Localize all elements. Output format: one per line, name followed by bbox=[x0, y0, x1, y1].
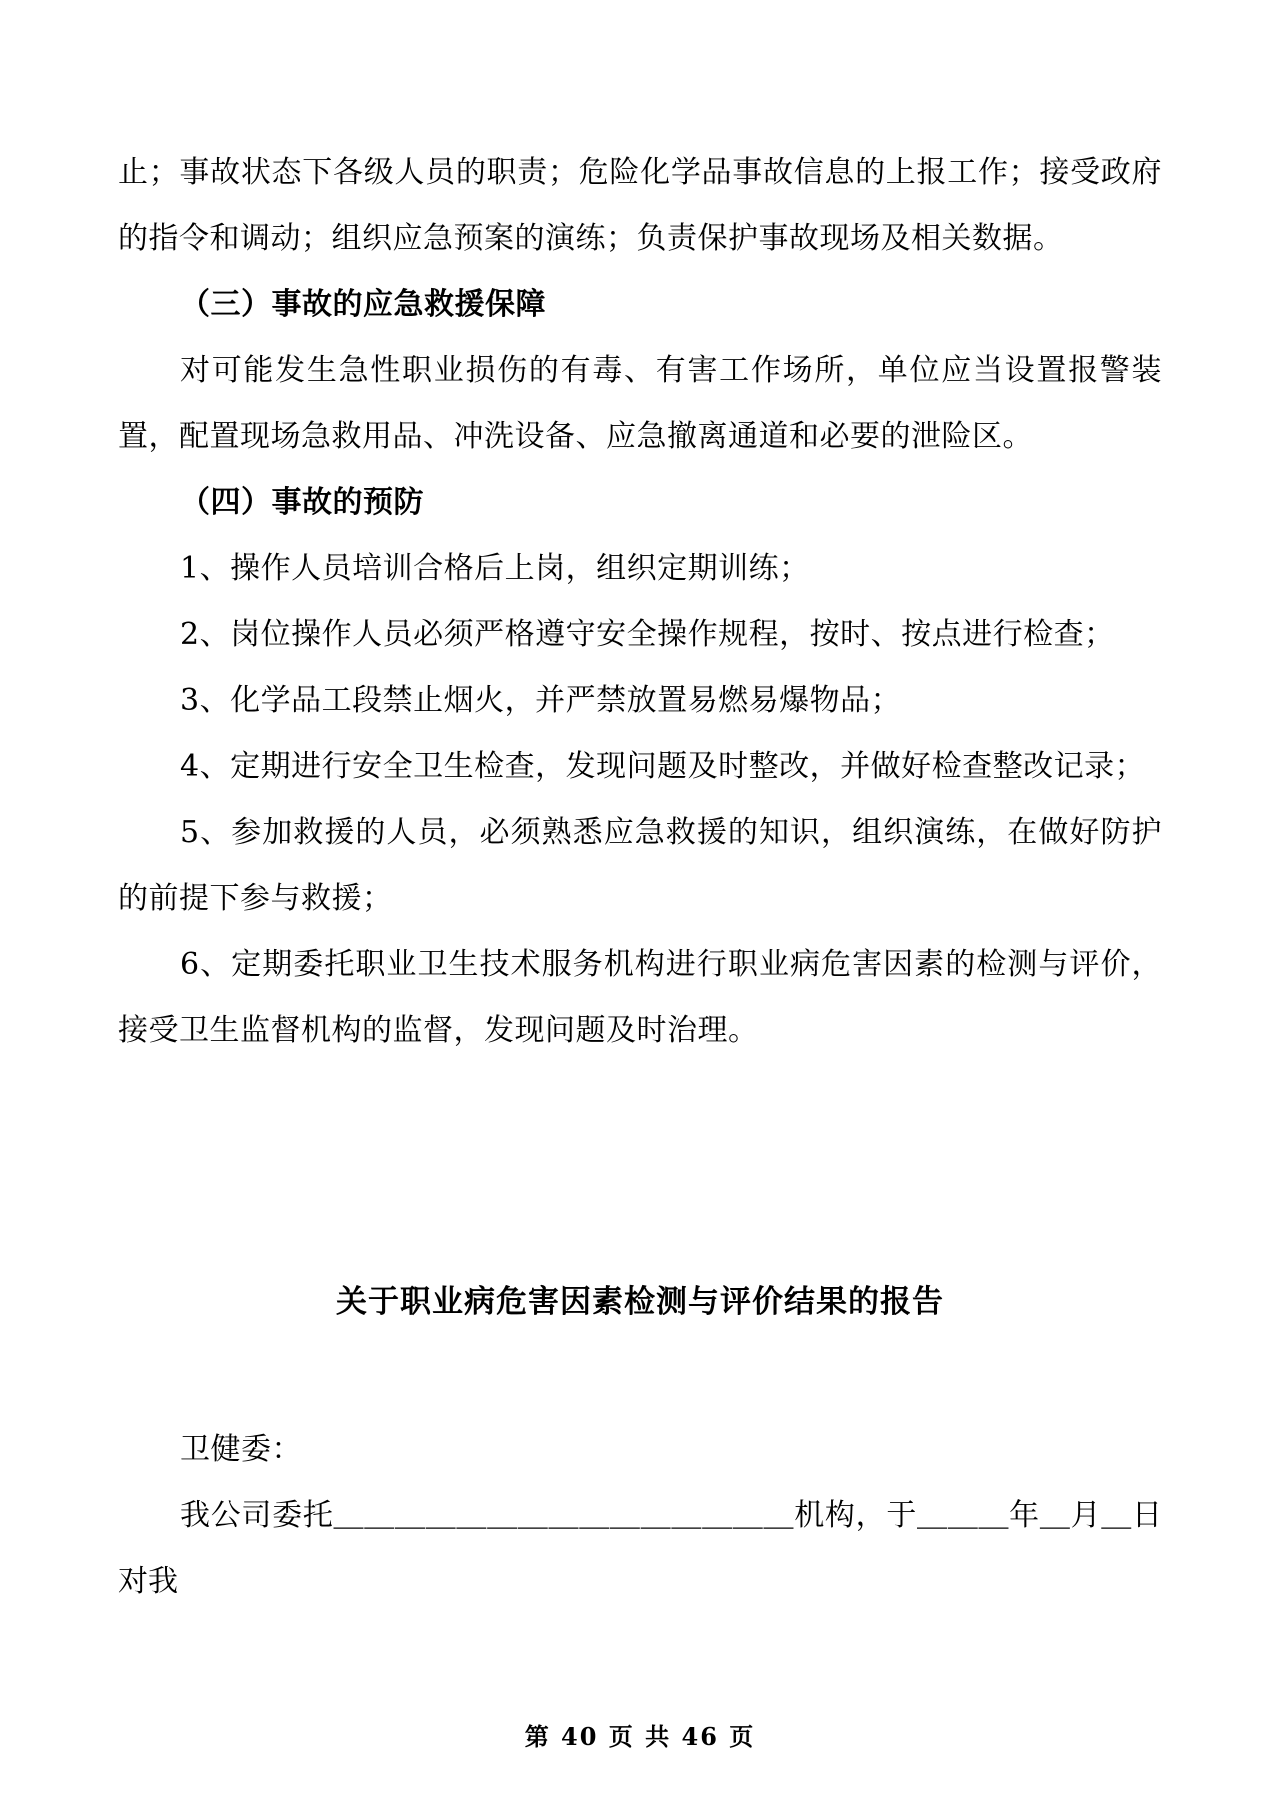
page-footer: 第 40 页 共 46 页 bbox=[524, 1722, 756, 1751]
list-item-6: 6、定期委托职业卫生技术服务机构进行职业病危害因素的检测与评价，接受卫生监督机构的监督，发现问题及时治理。 bbox=[118, 947, 1162, 1048]
paragraph-emergency-guarantee: 对可能发生急性职业损伤的有毒、有害工作场所，单位应当设置报警装置，配置现场急救用品、冲洗设备、应急撤离通道和必要的泄险区。 bbox=[118, 353, 1162, 454]
report-salutation: 卫健委： bbox=[180, 1432, 302, 1467]
heading-emergency-guarantee: （三）事故的应急救援保障 bbox=[180, 287, 546, 322]
paragraph-continuation: 止；事故状态下各级人员的职责；危险化学品事故信息的上报工作；接受政府的指令和调动；组织应急预案的演练；负责保护事故现场及相关数据。 bbox=[118, 155, 1162, 256]
heading-accident-prevention: （四）事故的预防 bbox=[180, 485, 424, 520]
report-title: 关于职业病危害因素检测与评价结果的报告 bbox=[336, 1284, 944, 1320]
list-item-2: 2、岗位操作人员必须严格遵守安全操作规程，按时、按点进行检查； bbox=[180, 617, 1115, 652]
section-spacer bbox=[118, 1064, 1162, 1276]
list-item-5: 5、参加救援的人员，必须熟悉应急救援的知识，组织演练，在做好防护的前提下参与救援； bbox=[118, 815, 1162, 916]
title-spacer bbox=[118, 1321, 1162, 1417]
report-body-line: 我公司委托＿＿＿＿＿＿＿＿＿＿＿＿＿＿＿机构，于＿＿＿年＿月＿日对我 bbox=[118, 1498, 1162, 1599]
list-item-1: 1、操作人员培训合格后上岗，组织定期训练； bbox=[180, 551, 810, 586]
list-item-4: 4、定期进行安全卫生检查，发现问题及时整改，并做好检查整改记录； bbox=[180, 749, 1146, 784]
list-item-3: 3、化学品工段禁止烟火，并严禁放置易燃易爆物品； bbox=[180, 683, 902, 718]
